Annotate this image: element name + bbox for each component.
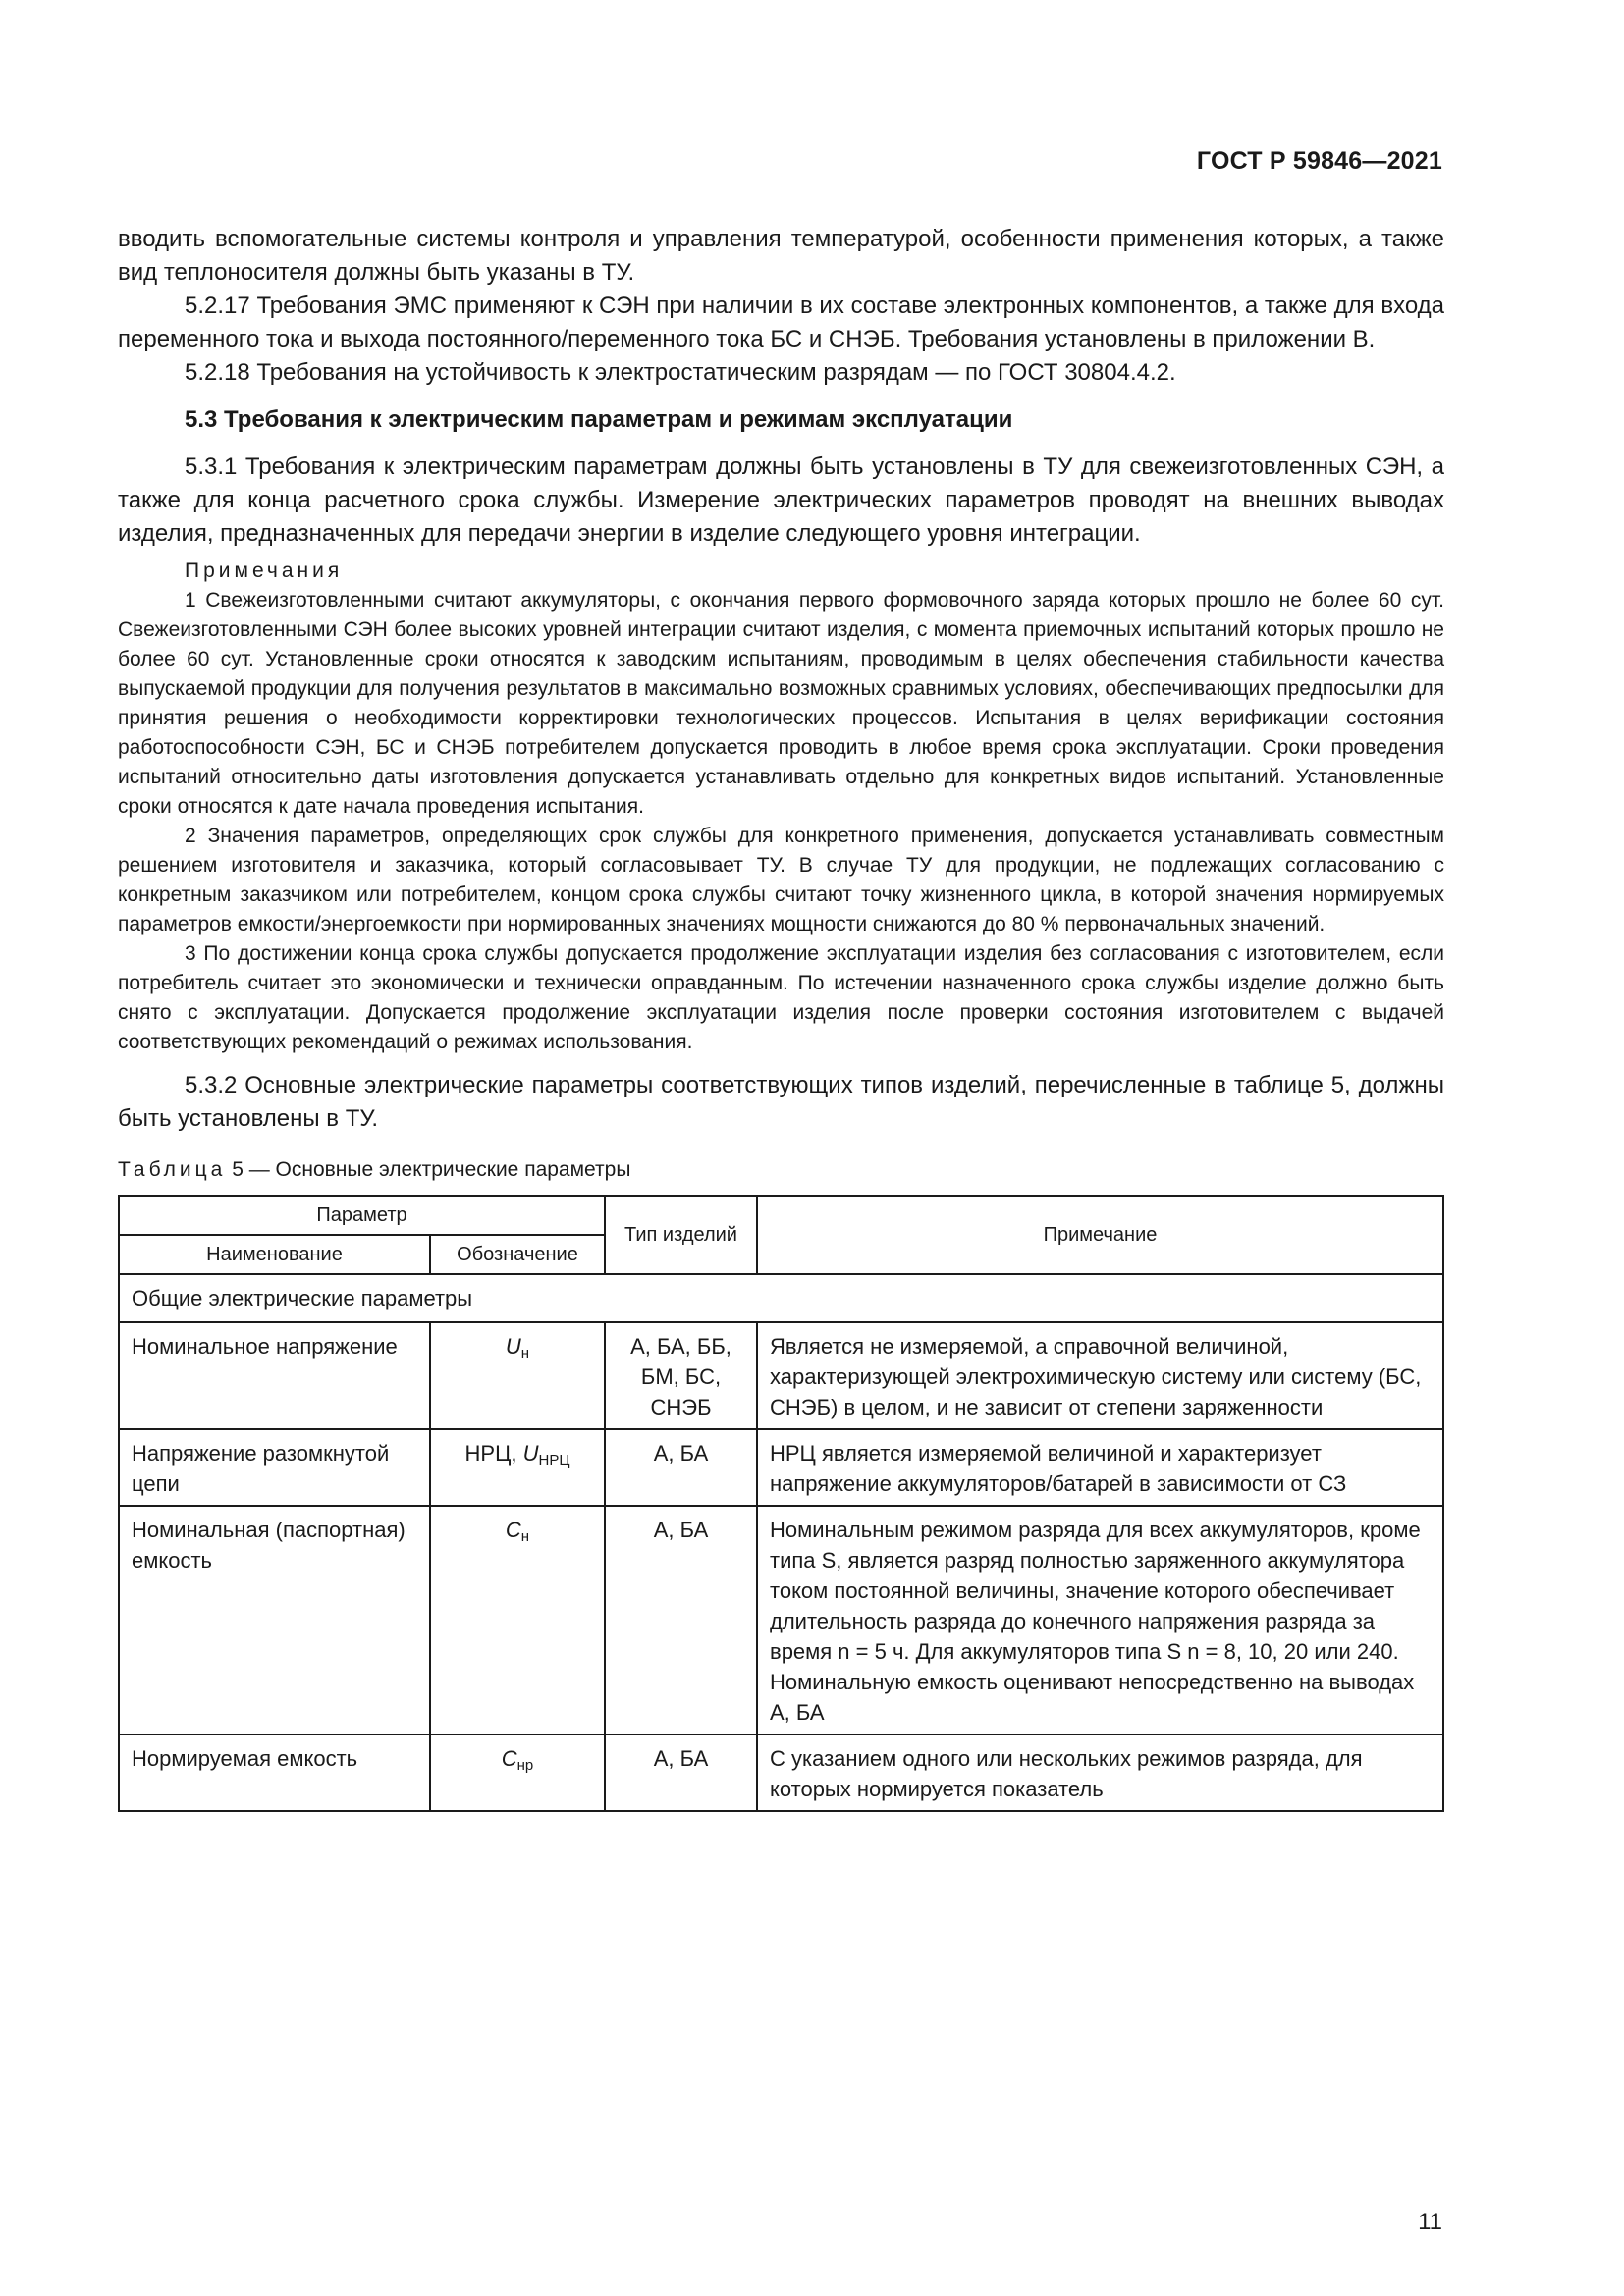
row-symbol: НРЦ, $U_{НРЦ}$ <box>430 1429 605 1506</box>
row-note: С указанием одного или нескольких режимов разряда, для которых нормируется показатель <box>757 1735 1443 1811</box>
standard-header: ГОСТ Р 59846—2021 <box>1196 147 1442 175</box>
note-2: 2 Значения параметров, определяющих срок службы для конкретного применения, допускается устанавливать совместным решением изготовителя и заказчика, который согласовывает ТУ. В случае ТУ для продукции, не подлежащих согласованию с конкретным заказчиком или потребителем, концом срока службы считают точку жизненного цикла, в которой значения нормируемых параметров емкости/энергоемкости при нормированных значениях мощности снижаются до 80 % первоначальных значений. <box>118 825 1444 935</box>
header-note: Примечание <box>757 1196 1443 1274</box>
table-row <box>119 1506 1443 1735</box>
paragraph-5-3-2: 5.3.2 Основные электрические параметры соответствующих типов изделий, перечисленные в таблице 5, должны быть установлены в ТУ. <box>118 1072 1444 1132</box>
row-name: Номинальная (паспортная) емкость <box>119 1506 430 1735</box>
row-name: Нормируемая емкость <box>119 1735 430 1811</box>
note-1: 1 Свежеизготовленными считают аккумуляторы, с окончания первого формовочного заряда которых прошло не более 60 сут. Свежеизготовленными СЭН более высоких уровней интеграции считают изделия, с момента приемочных испытаний которых прошло не более 60 сут. Установленные сроки относятся к заводским испытаниям, проводимым в целях обеспечения стабильности качества выпускаемой продукции для получения результатов в максимально возможных сравнимых условиях, обеспечивающих предпосылки для принятия решения о необходимости корректировки технологических процессов. Испытания в целях верификации состояния работоспособности СЭН, БС и СНЭБ потребителем допускается проводить в любое время срока эксплуатации. Сроки проведения испытаний относительно даты изготовления допускается устанавливать отдельно для конкретных видов испытаний. Установленные сроки относятся к дате начала проведения испытания. <box>118 589 1444 818</box>
header-symbol: Обозначение <box>430 1235 605 1274</box>
row-name: Номинальное напряжение <box>119 1322 430 1429</box>
document-body <box>118 223 1444 1812</box>
row-type: А, БА <box>605 1429 757 1506</box>
paragraph-5-3-1: 5.3.1 Требования к электрическим параметрам должны быть установлены в ТУ для свежеизготовленных СЭН, а также для конца расчетного срока службы. Измерение электрических параметров проводят на внешних выводах изделия, предназначенных для передачи энергии в изделие следующего уровня интеграции. <box>118 454 1444 547</box>
table-caption-label: Таблица <box>118 1158 227 1181</box>
header-type: Тип изделий <box>605 1196 757 1274</box>
notes-label: Примечания <box>185 560 344 582</box>
table-row <box>119 1735 1443 1811</box>
paragraph-5-2-17: 5.2.17 Требования ЭМС применяют к СЭН при наличии в их составе электронных компонентов, а также для входа переменного тока и выхода постоянного/переменного тока БС и СНЭБ. Требования установлены в приложении В. <box>118 293 1444 352</box>
row-name: Напряжение разомкнутой цепи <box>119 1429 430 1506</box>
row-symbol: $C_{нр}$ <box>430 1735 605 1811</box>
row-symbol: $C_н$ <box>430 1506 605 1735</box>
note-3: 3 По достижении конца срока службы допускается продолжение эксплуатации изделия без согласования с изготовителем, если потребитель считает это экономически и технически оправданным. По истечении назначенного срока службы изделие должно быть снято с эксплуатации. Допускается продолжение эксплуатации изделия после проверки состояния изготовителем с выдачей соответствующих рекомендаций о режимах использования. <box>118 942 1444 1053</box>
row-note: Номинальным режимом разряда для всех аккумуляторов, кроме типа S, является разряд полностью заряженного аккумулятора током постоянной величины, значение которого обеспечивает длительность разряда до конечного напряжения разряда за время n = 5 ч. Для аккумуляторов типа S n = 8, 10, 20 или 240. Номинальную емкость оценивают непосредственно на выводах А, БА <box>757 1506 1443 1735</box>
table-row <box>119 1429 1443 1506</box>
table-caption <box>118 1153 1444 1187</box>
row-type: А, БА <box>605 1506 757 1735</box>
row-type: А, БА <box>605 1735 757 1811</box>
row-symbol: $U_н$ <box>430 1322 605 1429</box>
parameters-table <box>118 1195 1444 1812</box>
page-number: 11 <box>1418 2209 1442 2235</box>
notes-block <box>118 557 1444 1057</box>
header-param: Параметр <box>119 1196 605 1235</box>
table-caption-text: 5 — Основные электрические параметры <box>232 1158 631 1181</box>
paragraph-5-2-18: 5.2.18 Требования на устойчивость к электростатическим разрядам — по ГОСТ 30804.4.2. <box>185 359 1176 386</box>
row-note: Является не измеряемой, а справочной величиной, характеризующей электрохимическую систему или систему (БС, СНЭБ) в целом, и не зависит от степени заряженности <box>757 1322 1443 1429</box>
paragraph-intro: вводить вспомогательные системы контроля и управления температурой, особенности применения которых, а также вид теплоносителя должны быть указаны в ТУ. <box>118 226 1444 286</box>
table-row <box>119 1322 1443 1429</box>
header-name: Наименование <box>119 1235 430 1274</box>
group-row: Общие электрические параметры <box>119 1274 1443 1322</box>
row-type: А, БА, ББ, БМ, БС, СНЭБ <box>605 1322 757 1429</box>
section-heading-5-3: 5.3 Требования к электрическим параметрам и режимам эксплуатации <box>185 406 1013 433</box>
row-note: НРЦ является измеряемой величиной и характеризует напряжение аккумуляторов/батарей в зависимости от СЗ <box>757 1429 1443 1506</box>
